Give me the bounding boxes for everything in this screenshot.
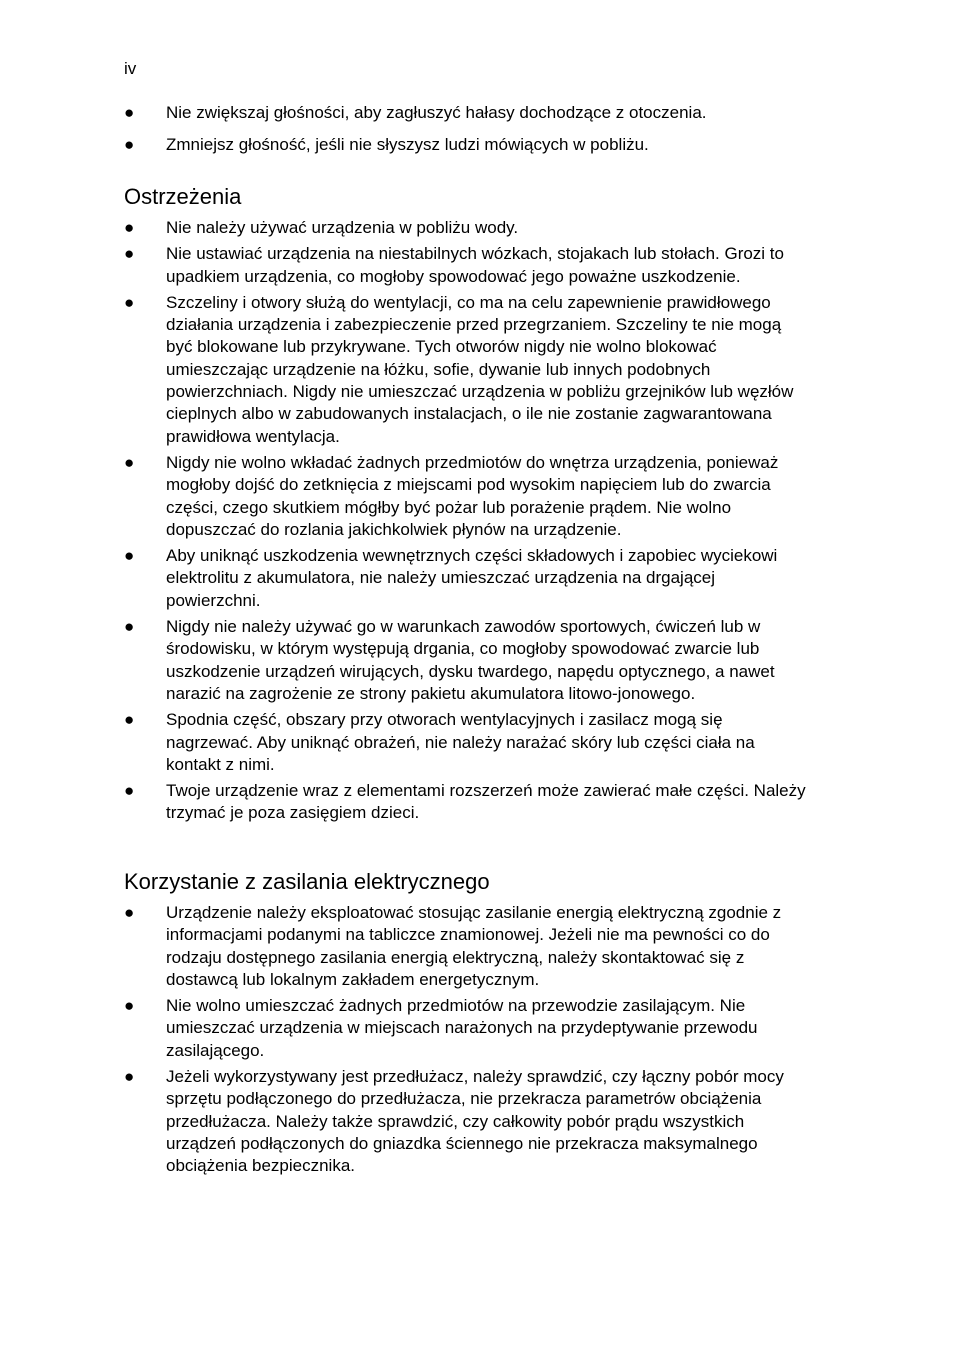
bullet-icon: ●	[124, 781, 135, 801]
list-item	[0, 709, 806, 776]
list-item	[0, 902, 806, 991]
list-item-text: Twoje urządzenie wraz z elementami rozszerzeń może zawierać małe części. Należy trzymać je poza zasięgiem dzieci.	[166, 781, 806, 823]
list-item-text: Zmniejsz głośność, jeśli nie słyszysz ludzi mówiących w pobliżu.	[166, 135, 649, 155]
list-item-text: Jeżeli wykorzystywany jest przedłużacz, należy sprawdzić, czy łączny pobór mocy sprzętu podłączonego do przedłużacza, nie przekracza parametrów obciążenia przedłużacza. Należy także sprawdzić, czy całkowity pobór prądu wszystkich urządzeń podłączonych do gniazdka ściennego nie przekracza maksymalnego obciążenia bezpiecznika.	[166, 1067, 784, 1176]
list-item	[0, 243, 806, 288]
bullet-icon: ●	[124, 710, 135, 730]
list-item	[0, 102, 806, 124]
bullet-icon: ●	[124, 292, 135, 312]
bullet-icon: ●	[124, 218, 135, 237]
bullet-icon: ●	[124, 135, 135, 155]
bullet-icon: ●	[124, 244, 135, 264]
warnings-list	[0, 217, 954, 825]
list-item	[0, 995, 806, 1062]
list-item-text: Urządzenie należy eksploatować stosując zasilanie energią elektryczną zgodnie z informacjami podanymi na tabliczce znamionowej. Jeżeli nie ma pewności co do rodzaju dostępnego zasilania energią elektryczną, należy skontaktować się z dostawcą lub lokalnym zakładem energetycznym.	[166, 903, 782, 989]
list-item	[0, 134, 806, 156]
section-title-power: Korzystanie z zasilania elektrycznego	[124, 869, 490, 894]
list-item-text: Nie zwiększaj głośności, aby zagłuszyć hałasy dochodzące z otoczenia.	[166, 103, 707, 122]
list-item	[0, 616, 806, 705]
list-item-text: Nie należy używać urządzenia w pobliżu wody.	[166, 218, 519, 237]
bullet-icon: ●	[124, 903, 135, 922]
list-item	[0, 1066, 806, 1177]
list-item	[0, 292, 806, 448]
section-title-warnings: Ostrzeżenia	[124, 184, 242, 209]
list-item-text: Spodnia część, obszary przy otworach wentylacyjnych i zasilacz mogą się nagrzewać. Aby uniknąć obrażeń, nie należy narażać skóry lub części ciała na kontakt z nimi.	[166, 710, 755, 774]
list-item	[0, 452, 806, 541]
bullet-icon: ●	[124, 546, 135, 566]
bullet-icon: ●	[124, 452, 135, 472]
list-item-text: Nie wolno umieszczać żadnych przedmiotów na przewodzie zasilającym. Nie umieszczać urządzenia w miejscach narażonych na przydeptywanie przewodu zasilającego.	[166, 996, 758, 1060]
list-item	[0, 545, 806, 612]
page-number: iv	[124, 59, 137, 78]
bullet-icon: ●	[124, 996, 135, 1016]
power-list	[0, 902, 954, 1178]
list-item-text: Szczeliny i otwory służą do wentylacji, co ma na celu zapewnienie prawidłowego działania urządzenia i zabezpieczenie przed przegrzaniem. Szczeliny te nie mogą być blokowane lub przykrywane. Tych otworów nigdy nie wolno blokować umieszczając urządzenie na łóżku, sofie, dywanie lub innych podobnych powierzchniach. Nigdy nie umieszczać urządzenia w pobliżu grzejników lub węzłów cieplnych albo w zabudowanych instalacjach, o ile nie zostanie zagwarantowana prawidłowa wentylacja.	[166, 292, 794, 446]
bullet-icon: ●	[124, 1067, 135, 1087]
list-item	[0, 217, 806, 239]
list-item	[0, 780, 806, 825]
bullet-icon: ●	[124, 103, 135, 122]
bullet-icon: ●	[124, 617, 135, 637]
intro-list	[0, 102, 954, 157]
list-item-text: Nie ustawiać urządzenia na niestabilnych wózkach, stojakach lub stołach. Grozi to upadkiem urządzenia, co mogłoby spowodować jego poważne uszkodzenie.	[166, 244, 784, 286]
list-item-text: Aby uniknąć uszkodzenia wewnętrznych części składowych i zapobiec wyciekowi elektrolitu z akumulatora, nie należy umieszczać urządzenia na drgającej powierzchni.	[166, 546, 778, 610]
list-item-text: Nigdy nie należy używać go w warunkach zawodów sportowych, ćwiczeń lub w środowisku, w którym występują drgania, co mogłoby spowodować zwarcie lub uszkodzenie urządzeń wirujących, dysku twardego, napędu optycznego, a nawet narazić na zagrożenie ze strony pakietu akumulatora litowo-jonowego.	[166, 617, 775, 703]
list-item-text: Nigdy nie wolno wkładać żadnych przedmiotów do wnętrza urządzenia, ponieważ mogłoby dojść do zetknięcia z miejscami pod wysokim napięciem lub do zwarcia części, czego skutkiem mógłby być pożar lub porażenie prądem. Nie wolno dopuszczać do rozlania jakichkolwiek płynów na urządzenie.	[166, 452, 779, 539]
